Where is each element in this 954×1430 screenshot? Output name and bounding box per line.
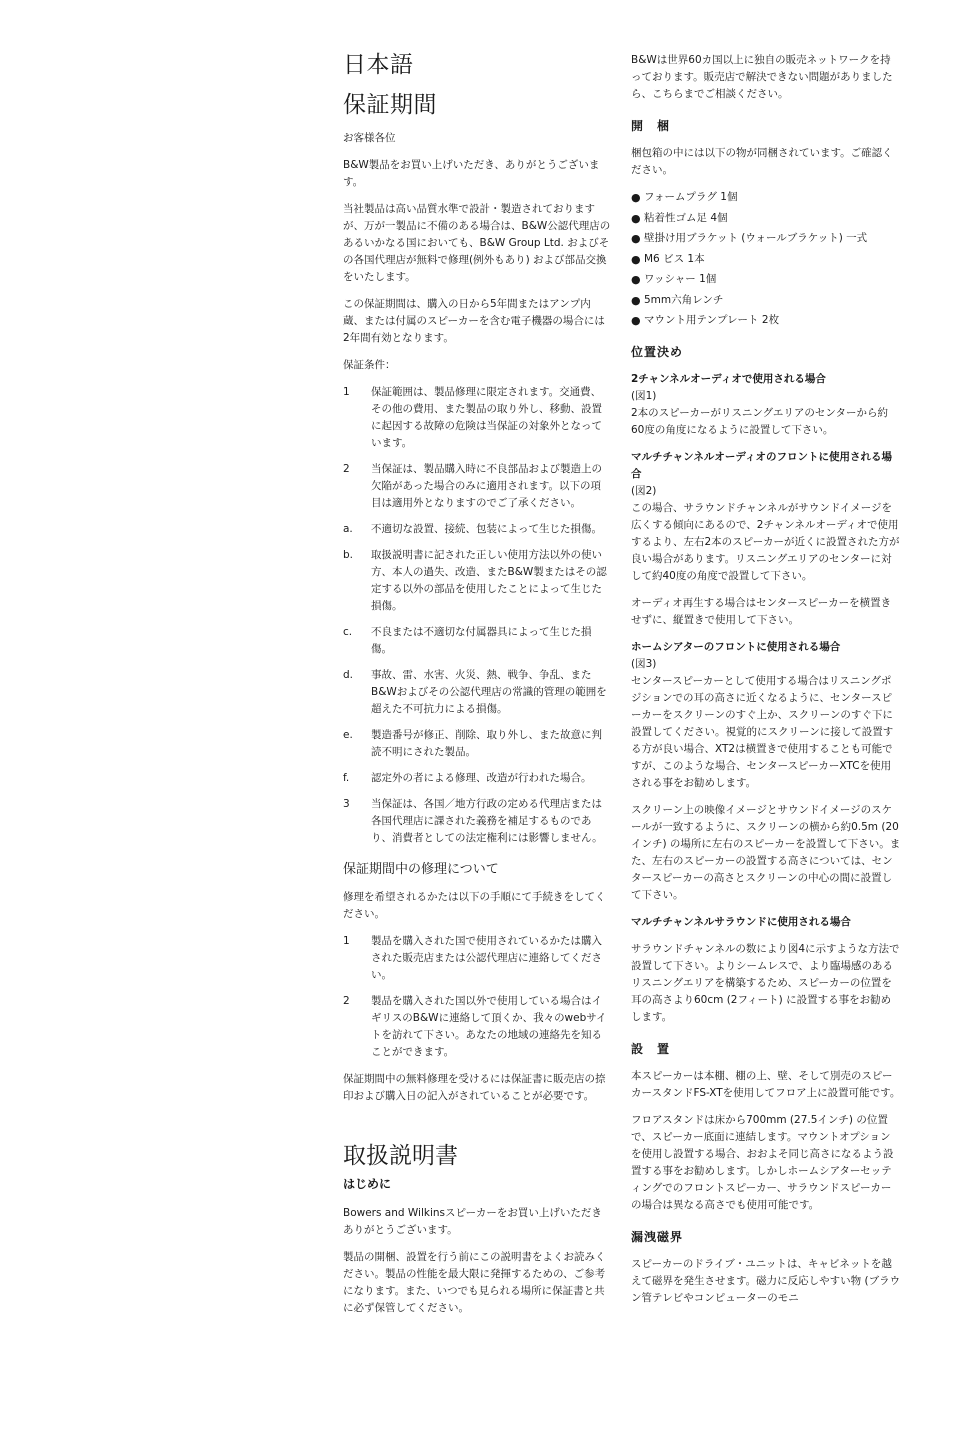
list-item: [343, 521, 611, 538]
item-number: b.: [343, 549, 354, 561]
list-item: [631, 312, 901, 329]
item-text: 製品を購入された国で使用されているかたは購入された販売店または公認代理店に連絡してください。: [371, 935, 602, 981]
warranty-paragraph-2: 当社製品は高い品質水準で設計・製造されておりますが、万が一製品に不備のある場合は、B&W公認代理店のあるいかなる国においても、B&W Group Ltd. およびその各国代理店が無料で修理(例外もあり) および部品交換をいたします。: [343, 203, 611, 283]
list-item: [631, 189, 901, 206]
left-column: [343, 50, 611, 1327]
pos3-text-2: スクリーン上の映像イメージとサウンドイメージのスケールが一致するように、スクリーンの横から約0.5m (20インチ) の場所に左右のスピーカーを設置して下さい。また、左右のスピーカーの設置する高さについては、センタースピーカーの高さとスクリーンの中心の間に設置して下さい。: [631, 804, 901, 901]
pos2-text-2: オーディオ再生する場合はセンタースピーカーを横置きせずに、縦置きで使用して下さい。: [631, 597, 892, 626]
item-text: 壁掛け用ブラケット (ウォールブラケット) 一式: [644, 232, 868, 244]
list-item: [343, 770, 611, 787]
warranty-title: 保証期間: [343, 92, 437, 118]
bullet-icon: ●: [631, 273, 641, 286]
bullet-icon: ●: [631, 211, 641, 225]
repair-steps: [343, 933, 611, 1061]
item-number: c.: [343, 626, 353, 638]
pos3-fig: (図3): [631, 658, 657, 670]
item-number: f.: [343, 772, 350, 784]
bullet-icon: ●: [631, 314, 641, 327]
magnetic-text: スピーカーのドライブ・ユニットは、キャビネットを越えて磁界を発生させます。磁力に反応しやすい物 (ブラウン管テレビやコンピューターのモニ: [631, 1258, 901, 1304]
item-number: 2: [343, 463, 350, 475]
list-item: [631, 251, 901, 268]
list-item: [343, 624, 611, 658]
item-number: 3: [343, 798, 350, 810]
manual-title: 取扱説明書: [343, 1143, 458, 1169]
unpack-list: [631, 189, 901, 329]
magnetic-heading: 漏洩磁界: [631, 1230, 684, 1244]
list-item: [343, 796, 611, 847]
item-text: 製品を購入された国以外で使用している場合はイギリスのB&Wに連絡して頂くか、我々のwebサイトを訪れて下さい。あなたの地域の連絡先を知ることができます。: [371, 995, 607, 1058]
position-heading: 位置決め: [631, 345, 684, 359]
item-text: マウント用テンプレート 2枚: [644, 314, 780, 326]
pos2-fig: (図2): [631, 485, 657, 497]
item-number: 1: [343, 386, 350, 398]
right-column: [631, 52, 901, 1317]
intro-paragraph-2: 製品の開梱、設置を行う前にこの説明書をよくお読みください。製品の性能を最大限に発揮するための、ご参考になります。また、いつでも見られる場所に保証書と共に必ず保管してください。: [343, 1251, 606, 1314]
item-text: 当保証は、製品購入時に不良部品および製造上の欠陥があった場合のみに適用されます。以下の項目は適用外となりますのでご了承ください。: [371, 463, 602, 509]
list-item: [343, 461, 611, 512]
list-item: [343, 727, 611, 761]
item-number: e.: [343, 729, 353, 741]
pos1-text: 2本のスピーカーがリスニングエリアのセンターから約60度の角度になるように設置して下さい。: [631, 407, 888, 436]
list-item: [343, 933, 611, 984]
item-text: 当保証は、各国／地方行政の定める代理店または各国代理店に課された義務を補足するものであり、消費者としての法定権利には影響しません。: [371, 798, 603, 844]
pos2-title: マルチチャンネルオーディオのフロントに使用される場合: [631, 451, 893, 480]
unpack-heading: 開 梱: [631, 119, 671, 133]
conditions-label: 保証条件：: [343, 359, 396, 371]
item-number: d.: [343, 669, 354, 681]
list-item: [343, 993, 611, 1061]
list-item: [343, 547, 611, 615]
intro-paragraph-1: Bowers and Wilkinsスピーカーをお買い上げいただきありがとうございます。: [343, 1207, 602, 1236]
install-heading: 設 置: [631, 1042, 671, 1056]
item-text: 認定外の者による修理、改造が行われた場合。: [371, 772, 592, 784]
item-text: 粘着性ゴム足 4個: [644, 211, 728, 224]
list-item: [343, 384, 611, 452]
item-text: 製造番号が修正、削除、取り外し、また故意に判読不明にされた製品。: [371, 729, 602, 758]
item-text: 保証範囲は、製品修理に限定されます。交通費、その他の費用、また製品の取り外し、移動、設置に起因する故障の危険は当保証の対象外となっています。: [371, 386, 602, 449]
list-item: [631, 230, 901, 247]
bullet-icon: ●: [631, 293, 641, 307]
install-paragraph-1: 本スピーカーは本棚、棚の上、壁、そして別売のスピーカースタンドFS-XTを使用してフロア上に設置可能です。: [631, 1070, 901, 1099]
pos1-fig: (図1): [631, 390, 657, 402]
bullet-icon: ●: [631, 252, 641, 266]
pos4-text: サラウンドチャンネルの数により図4に示すような方法で設置して下さい。よりシームレスで、より臨場感のあるリスニングエリアを構築するため、スピーカーの位置を耳の高さより60cm (2フィート) に設置する事をお勧めします。: [631, 943, 900, 1023]
item-number: 1: [343, 935, 350, 947]
language-title: 日本語: [343, 52, 414, 78]
install-paragraph-2: フロアスタンドは床から700mm (27.5インチ) の位置で、スピーカー底面に連結します。マウントオプションを使用し設置する場合、おおよそ同じ高さになるよう設置する事をお勧めします。しかしホームシアターセッティングでのフロントスピーカー、サラウンドスピーカーの場合は異なる高さでも使用可能です。: [631, 1114, 894, 1211]
unpack-intro: 梱包箱の中には以下の物が同梱されています。ご確認ください。: [631, 147, 893, 176]
pos2-text: この場合、サラウンドチャンネルがサウンドイメージを広くする傾向にあるので、2チャンネルオーディオで使用するより、左右2本のスピーカーが近くに設置された方が良い場合があります。リスニングエリアのセンターに対して約40度の角度で設置して下さい。: [631, 502, 900, 582]
list-item: [631, 292, 901, 309]
pos4-title: マルチチャンネルサラウンドに使用される場合: [631, 916, 851, 928]
repair-intro: 修理を希望されるかたは以下の手順にて手続きをしてください。: [343, 891, 606, 920]
greeting: お客様各位: [343, 132, 396, 144]
item-text: 取扱説明書に記された正しい使用方法以外の使い方、本人の過失、改造、またB&W製またはその認定する以外の部品を使用したことによって生じた損傷。: [371, 549, 607, 612]
item-text: フォームプラグ 1個: [644, 191, 738, 203]
pos1-title: 2チャンネルオーディオで使用される場合: [631, 373, 826, 385]
list-item: [631, 271, 901, 288]
item-text: 不良または不適切な付属器具によって生じた損傷。: [371, 626, 592, 655]
list-item: [343, 667, 611, 718]
item-number: 2: [343, 995, 350, 1007]
pos3-title: ホームシアターのフロントに使用される場合: [631, 641, 841, 653]
item-text: M6 ビス 1本: [644, 252, 705, 265]
bullet-icon: ●: [631, 232, 641, 245]
repair-note: 保証期間中の無料修理を受けるには保証書に販売店の捺印および購入日の記入がされていることが必要です。: [343, 1073, 606, 1102]
repair-heading: 保証期間中の修理について: [343, 862, 499, 877]
item-text: ワッシャー 1個: [644, 273, 717, 285]
item-number: a.: [343, 523, 353, 535]
list-item: [631, 210, 901, 227]
warranty-paragraph-1: B&W製品をお買い上げいただき、ありがとうございます。: [343, 159, 600, 188]
intro-heading: はじめに: [343, 1177, 392, 1191]
conditions-list: [343, 384, 611, 847]
pos3-text: センタースピーカーとして使用する場合はリスニングポジションでの耳の高さに近くなるように、センタースピーカーをスクリーンのすぐ上か、スクリーンのすぐ下に設置してください。視覚的にスクリーンに接して設置する方が良い場合、XT2は横置きで使用することも可能ですが、このような場合、センタースピーカーXTCを使用される事をお勧めします。: [631, 675, 894, 789]
bullet-icon: ●: [631, 191, 641, 204]
item-text: 5mm六角レンチ: [644, 293, 724, 306]
warranty-paragraph-3: この保証期間は、購入の日から5年間またはアンプ内蔵、または付属のスピーカーを含む電子機器の場合には2年間有効となります。: [343, 298, 605, 344]
item-text: 事故、雷、水害、火災、熱、戦争、争乱、またB&Wおよびその公認代理店の常識的管理の範囲を超えた不可抗力による損傷。: [371, 669, 607, 715]
network-paragraph: B&Wは世界60カ国以上に独自の販売ネットワークを持っております。販売店で解決できない問題がありましたら、こちらまでご相談ください。: [631, 54, 893, 100]
item-text: 不適切な設置、接続、包装によって生じた損傷。: [371, 523, 602, 535]
